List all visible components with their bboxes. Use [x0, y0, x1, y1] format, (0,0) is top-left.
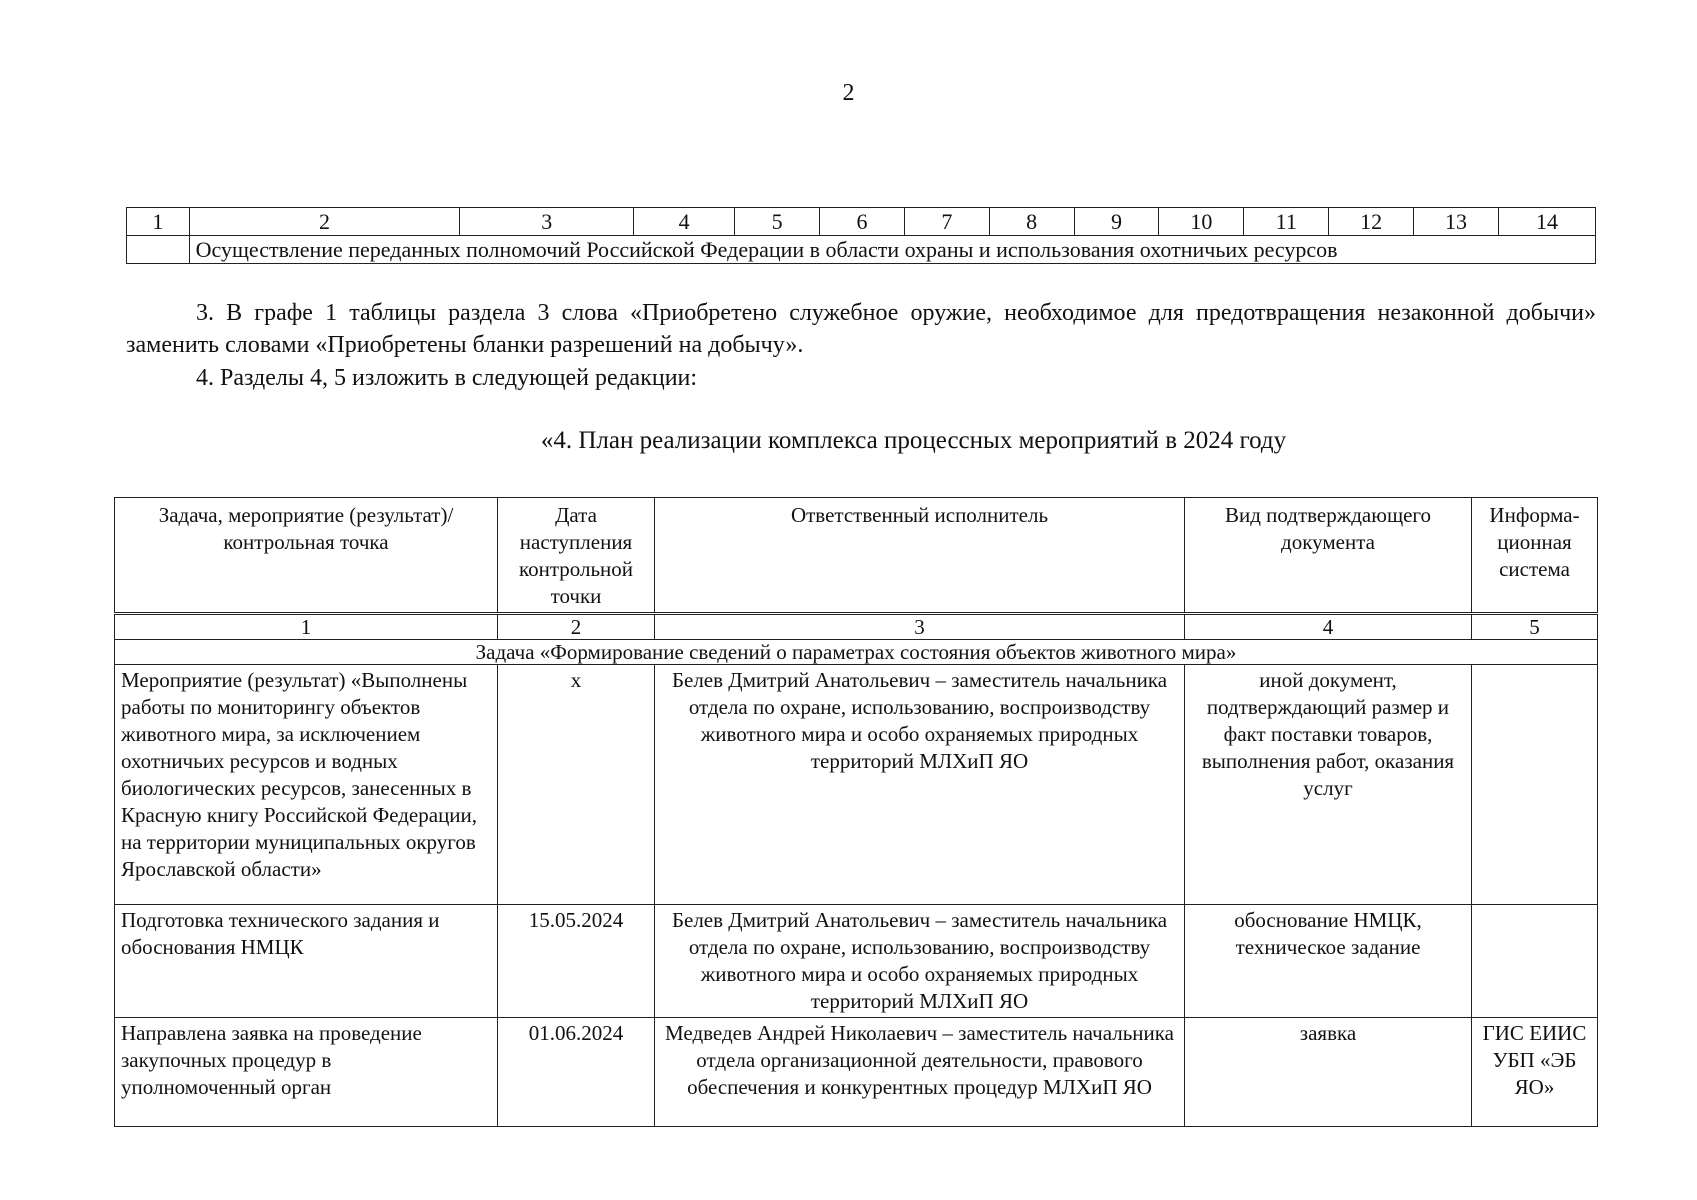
- system-cell: [1472, 905, 1598, 1018]
- task-title: Задача «Формирование сведений о параметрах состояния объектов животного мира»: [115, 640, 1598, 665]
- page-number: 2: [842, 80, 855, 106]
- column-number: 10: [1159, 208, 1244, 236]
- column-number: 8: [989, 208, 1074, 236]
- document-cell: заявка: [1185, 1018, 1472, 1127]
- paragraph-4: 4. Разделы 4, 5 изложить в следующей редакции:: [196, 365, 698, 391]
- continuation-table: [126, 207, 1596, 264]
- executor-cell: Медведев Андрей Николаевич – заместитель начальника отдела организационной деятельности, правового обеспечения и конкурентных процедур МЛХиП ЯО: [655, 1018, 1185, 1127]
- header-task: Задача, мероприятие (результат)/ контрольная точка: [115, 498, 498, 614]
- column-number: 3: [460, 208, 634, 236]
- table-row: [115, 1018, 1598, 1127]
- column-number: 4: [634, 208, 735, 236]
- date-cell: 15.05.2024: [498, 905, 655, 1018]
- column-number: 7: [904, 208, 989, 236]
- column-numbers-row: [115, 614, 1598, 640]
- system-cell: ГИС ЕИИС УБП «ЭБ ЯО»: [1472, 1018, 1598, 1127]
- document-cell: обоснование НМЦК, техническое задание: [1185, 905, 1472, 1018]
- powers-row-text: Осуществление переданных полномочий Российской Федерации в области охраны и использования охотничьих ресурсов: [189, 236, 1595, 264]
- column-number: 13: [1414, 208, 1499, 236]
- table-row: [115, 665, 1598, 905]
- header-executor: Ответственный исполнитель: [655, 498, 1185, 614]
- column-number: 6: [820, 208, 905, 236]
- paragraph-3: 3. В графе 1 таблицы раздела 3 слова «Приобретено служебное оружие, необходимое для предотвращения незаконной добычи» заменить словами «Приобретены бланки разрешений на добычу».: [126, 300, 1596, 358]
- empty-cell: [127, 236, 190, 264]
- plan-table: [114, 497, 1598, 1127]
- date-cell: 01.06.2024: [498, 1018, 655, 1127]
- event-cell: Направлена заявка на проведение закупочных процедур в уполномоченный орган: [115, 1018, 498, 1127]
- executor-cell: Белев Дмитрий Анатольевич – заместитель начальника отдела по охране, использованию, воспроизводству животного мира и особо охраняемых природных территорий МЛХиП ЯО: [655, 905, 1185, 1018]
- date-cell: х: [498, 665, 655, 905]
- header-system: Информа-ционная система: [1472, 498, 1598, 614]
- column-number: 3: [655, 614, 1185, 640]
- header-document: Вид подтверждающего документа: [1185, 498, 1472, 614]
- system-cell: [1472, 665, 1598, 905]
- column-number: 4: [1185, 614, 1472, 640]
- event-cell: Подготовка технического задания и обоснования НМЦК: [115, 905, 498, 1018]
- header-row: [115, 498, 1598, 614]
- column-number: 12: [1329, 208, 1414, 236]
- task-row: [115, 640, 1598, 665]
- executor-cell: Белев Дмитрий Анатольевич – заместитель начальника отдела по охране, использованию, воспроизводству животного мира и особо охраняемых природных территорий МЛХиП ЯО: [655, 665, 1185, 905]
- document-cell: иной документ, подтверждающий размер и факт поставки товаров, выполнения работ, оказания услуг: [1185, 665, 1472, 905]
- event-cell: Мероприятие (результат) «Выполнены работы по мониторингу объектов животного мира, за исключением охотничьих ресурсов и водных биологических ресурсов, занесенных в Красную книгу Российской Федерации, на территории муниципальных округов Ярославской области»: [115, 665, 498, 905]
- header-date: Дата наступления контрольной точки: [498, 498, 655, 614]
- column-number: 9: [1074, 208, 1159, 236]
- column-number: 14: [1498, 208, 1595, 236]
- column-number: 11: [1244, 208, 1329, 236]
- table-row: [127, 236, 1596, 264]
- section-heading: «4. План реализации комплекса процессных мероприятий в 2024 году: [540, 427, 1287, 454]
- column-number: 1: [127, 208, 190, 236]
- column-number: 5: [735, 208, 820, 236]
- column-numbers-row: [127, 208, 1596, 236]
- column-number: 1: [115, 614, 498, 640]
- column-number: 2: [498, 614, 655, 640]
- column-number: 2: [189, 208, 460, 236]
- table-row: [115, 905, 1598, 1018]
- column-number: 5: [1472, 614, 1598, 640]
